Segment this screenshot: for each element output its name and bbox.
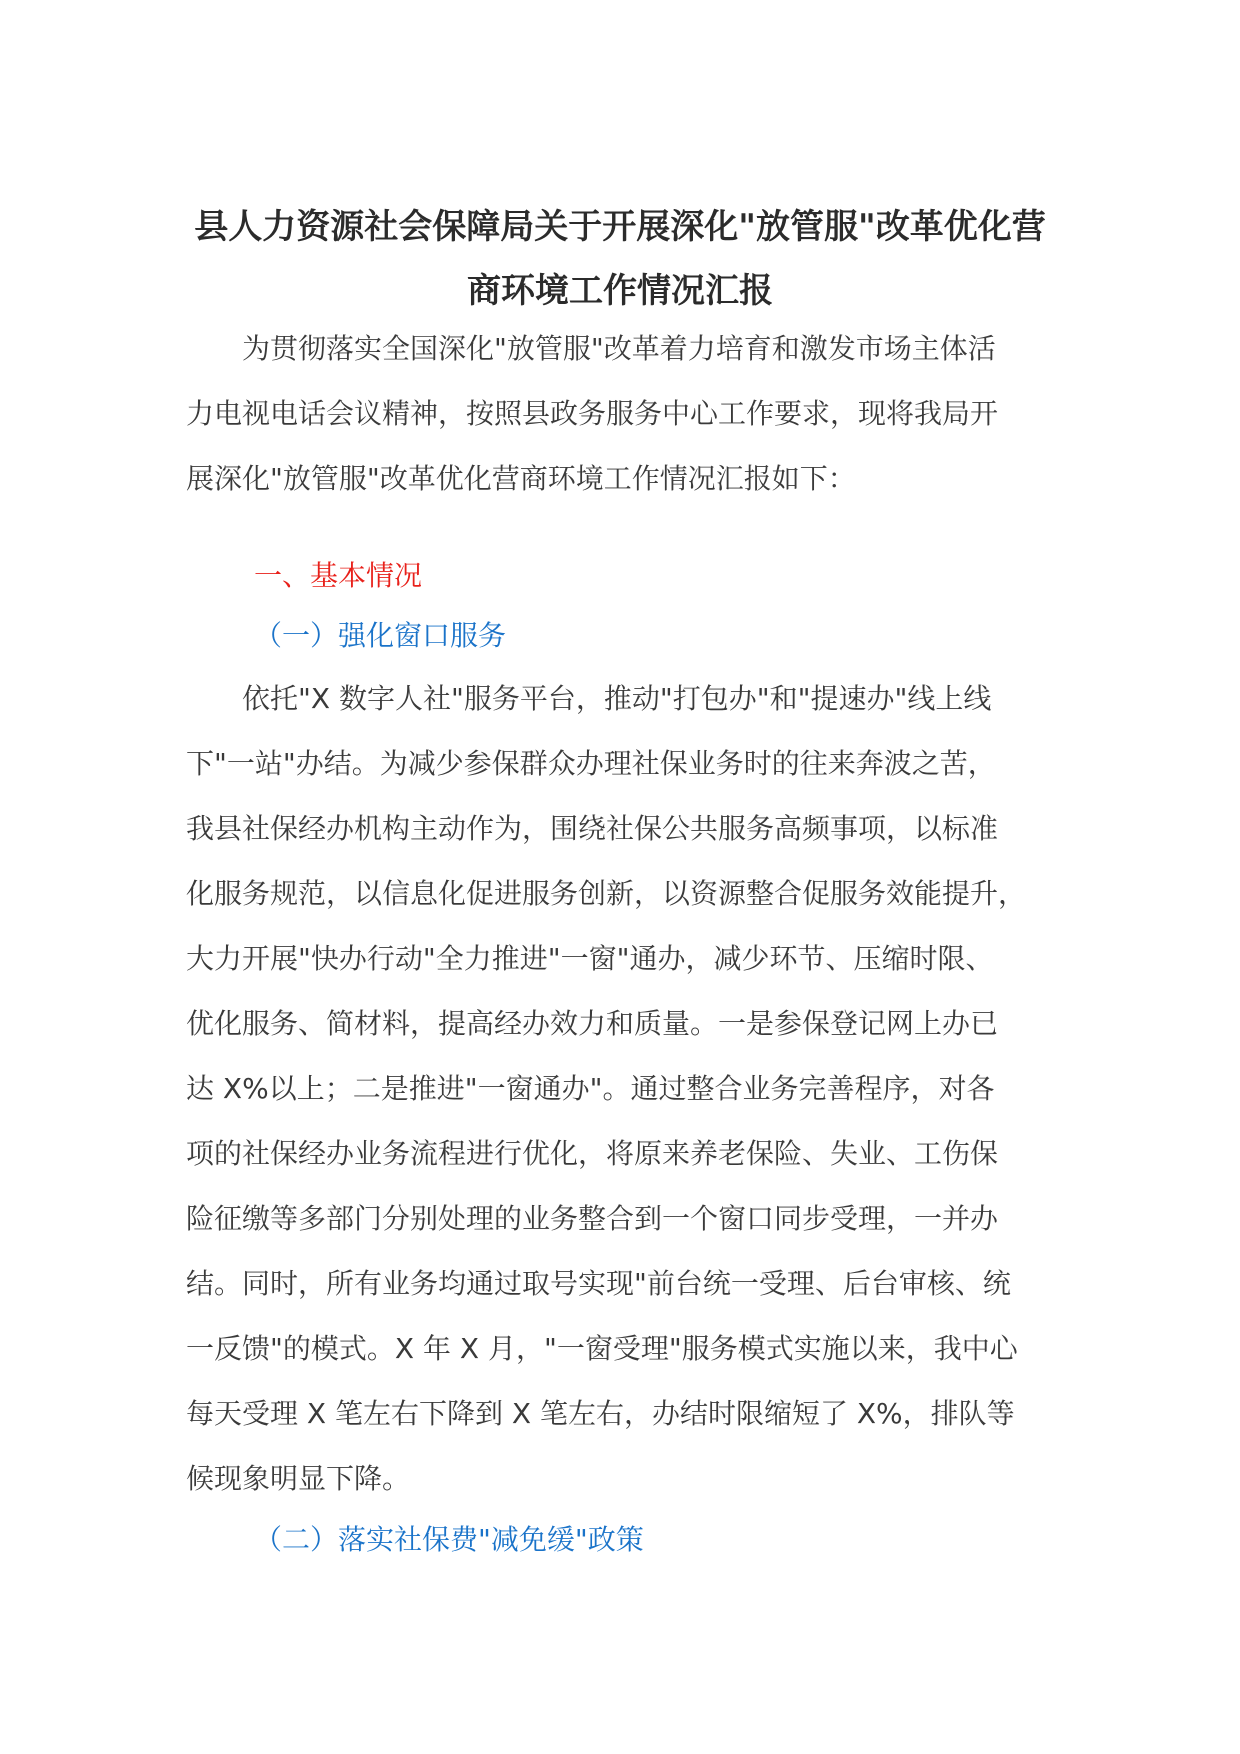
subsection-heading-social-insurance-relief: （二）落实社保费"减免缓"政策 xyxy=(254,1523,644,1556)
paragraph-line: 我县社保经办机构主动作为，围绕社保公共服务高频事项，以标准 xyxy=(186,812,999,845)
paragraph-line: 下"一站"办结。为减少参保群众办理社保业务时的往来奔波之苦， xyxy=(186,747,996,780)
paragraph-line: 项的社保经办业务流程进行优化，将原来养老保险、失业、工伤保 xyxy=(186,1137,999,1170)
paragraph-line: 依托"X 数字人社"服务平台，推动"打包办"和"提速办"线上线 xyxy=(242,682,992,715)
paragraph-line: 大力开展"快办行动"全力推进"一窗"通办，减少环节、压缩时限、 xyxy=(186,942,994,975)
intro-line-3: 展深化"放管服"改革优化营商环境工作情况汇报如下： xyxy=(186,462,856,495)
paragraph-line: 一反馈"的模式。X 年 X 月，"一窗受理"服务模式实施以来，我中心 xyxy=(186,1332,1018,1365)
paragraph-line: 达 X%以上；二是推进"一窗通办"。通过整合业务完善程序，对各 xyxy=(186,1072,995,1105)
intro-paragraph xyxy=(186,316,1066,511)
paragraph-line: 化服务规范，以信息化促进服务创新，以资源整合促服务效能提升， xyxy=(186,877,1027,910)
intro-line-2: 力电视电话会议精神，按照县政务服务中心工作要求，现将我局开 xyxy=(186,397,999,430)
paragraph-line: 优化服务、简材料，提高经办效力和质量。一是参保登记网上办已 xyxy=(186,1007,999,1040)
paragraph-line: 结。同时，所有业务均通过取号实现"前台统一受理、后台审核、统 xyxy=(186,1267,1011,1300)
title-line-2: 商环境工作情况汇报 xyxy=(467,271,773,311)
intro-line-1: 为贯彻落实全国深化"放管服"改革着力培育和激发市场主体活 xyxy=(242,332,996,365)
paragraph-line: 候现象明显下降。 xyxy=(186,1462,411,1495)
document-title xyxy=(185,195,1055,323)
paragraph-line: 险征缴等多部门分别处理的业务整合到一个窗口同步受理，一并办 xyxy=(186,1202,999,1235)
section-heading-basic: 一、基本情况 xyxy=(254,559,423,592)
title-line-1: 县人力资源社会保障局关于开展深化"放管服"改革优化营 xyxy=(194,207,1046,247)
window-service-paragraph xyxy=(186,666,1066,1511)
paragraph-line: 每天受理 X 笔左右下降到 X 笔左右，办结时限缩短了 X%，排队等 xyxy=(186,1397,1015,1430)
subsection-heading-window-service: （一）强化窗口服务 xyxy=(254,619,507,652)
